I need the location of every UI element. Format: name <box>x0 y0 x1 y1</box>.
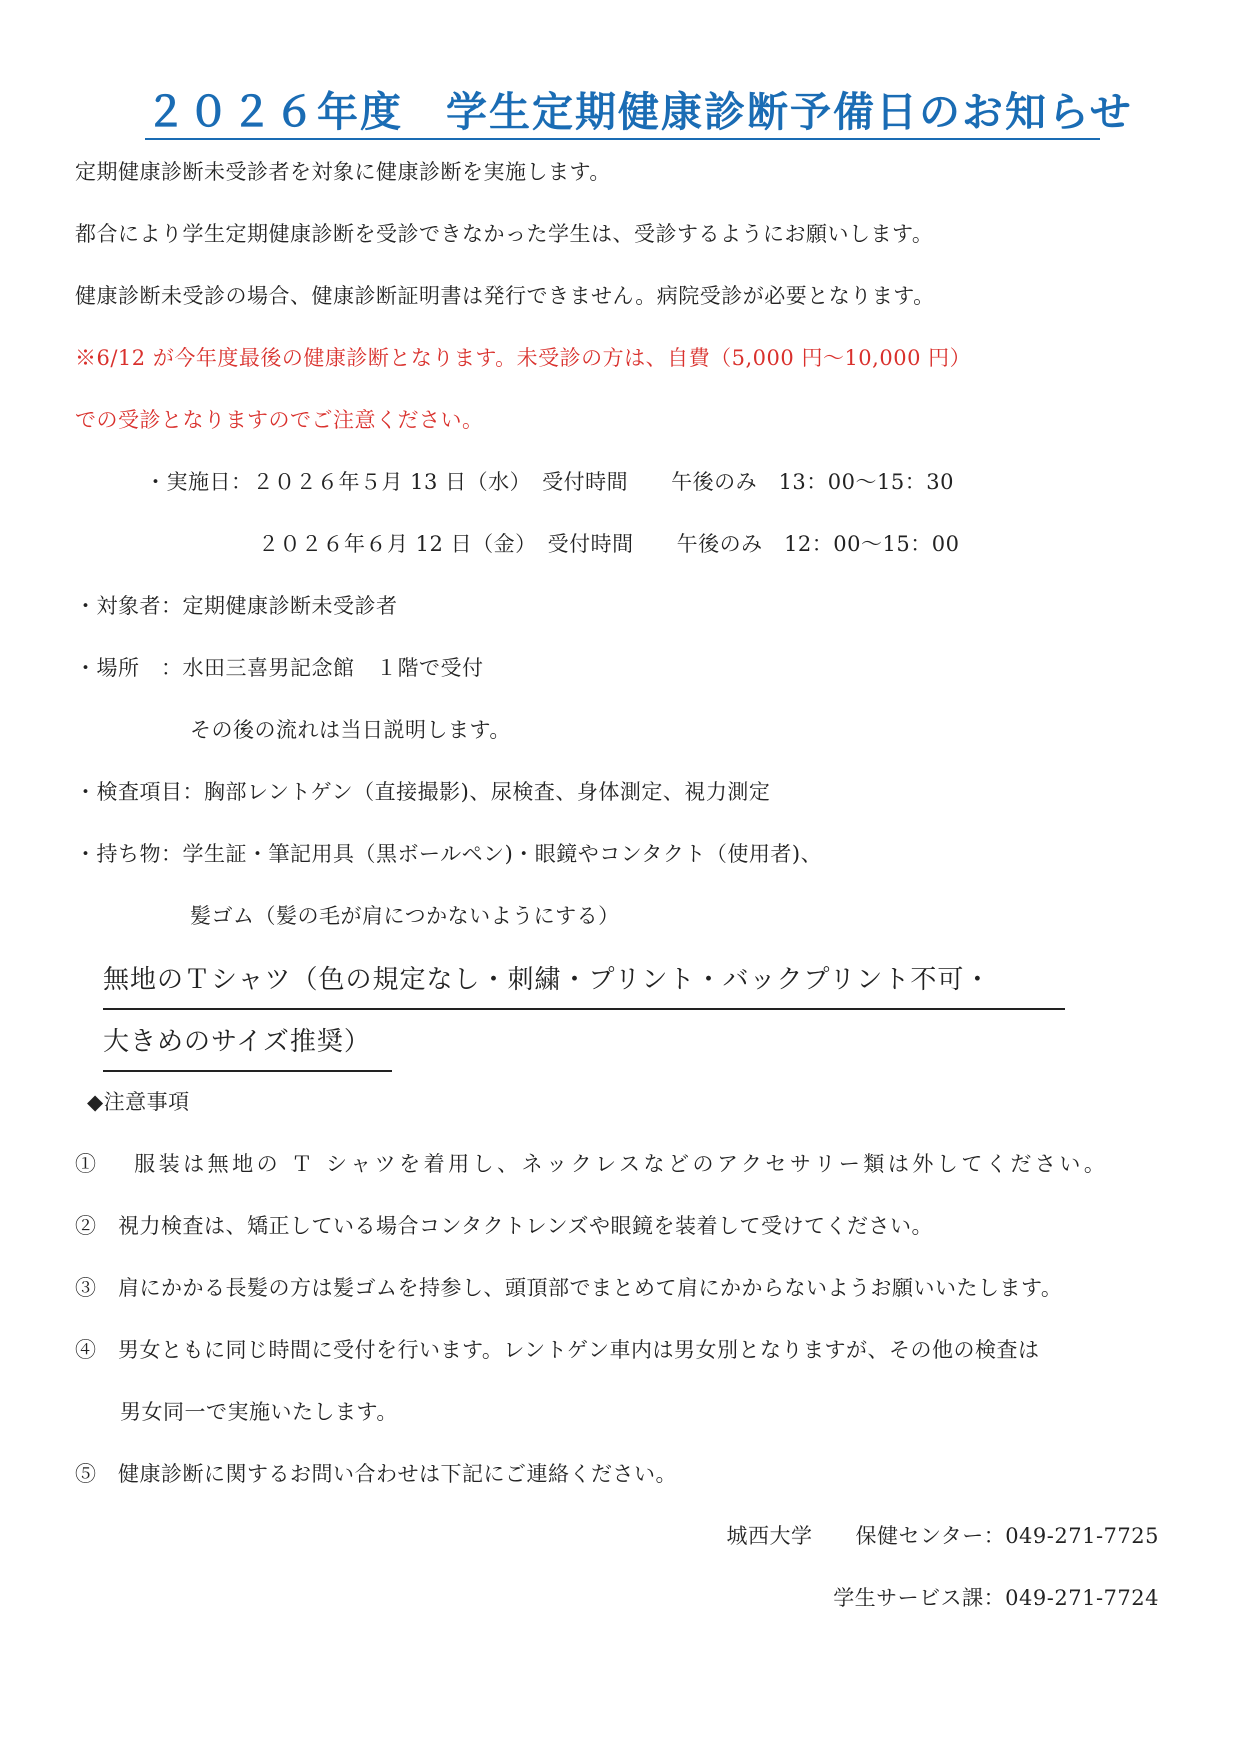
contact-health-center: 城西大学 保健センター：049-271-7725 <box>726 1524 1159 1548</box>
intro-line-3: 健康診断未受診の場合、健康診断証明書は発行できません。病院受診が必要となります。 <box>75 284 935 308</box>
intro-line-1: 定期健康診断未受診者を対象に健康診断を実施します。 <box>75 160 611 184</box>
intro-line-2: 都合により学生定期健康診断を受診できなかった学生は、受診するようにお願いします。 <box>75 222 934 246</box>
tshirt-underline-2 <box>103 1070 392 1072</box>
note-item-4-continued: 男女同一で実施いたします。 <box>120 1400 398 1424</box>
tshirt-underline-1 <box>103 1008 1065 1010</box>
exam-items-line: ・検査項目：胸部レントゲン（直接撮影)、尿検査、身体測定、視力測定 <box>75 780 771 804</box>
schedule-line-2: ２０２６年６月 12 日（金） 受付時間 午後のみ 12：00～15：00 <box>258 532 960 556</box>
belongings-line: ・持ち物：学生証・筆記用具（黒ボールペン)・眼鏡やコンタクト（使用者)、 <box>75 842 823 866</box>
note-item-4: ④ 男女ともに同じ時間に受付を行います。レントゲン車内は男女別となりますが、その他の検査は <box>75 1338 1040 1362</box>
note-item-1: ① 服装は無地の Ｔ シャツを着用し、ネックレスなどのアクセサリー類は外してください。 <box>75 1152 1109 1176</box>
place-note-line: その後の流れは当日説明します。 <box>190 718 511 742</box>
note-item-3: ③ 肩にかかる長髪の方は髪ゴムを持参し、頭頂部でまとめて肩にかからないようお願いいたします。 <box>75 1276 1063 1300</box>
belongings-continued-line: 髪ゴム（髪の毛が肩につかないようにする） <box>190 904 620 928</box>
note-item-2: ② 視力検査は、矯正している場合コンタクトレンズや眼鏡を装着して受けてください。 <box>75 1214 934 1238</box>
target-line: ・対象者：定期健康診断未受診者 <box>75 594 398 618</box>
note-item-5: ⑤ 健康診断に関するお問い合わせは下記にご連絡ください。 <box>75 1462 677 1486</box>
contact-student-services: 学生サービス課：049-271-7724 <box>833 1586 1159 1610</box>
schedule-line-1: ・実施日：２０２６年５月 13 日（水） 受付時間 午後のみ 13：00～15：30 <box>145 470 954 494</box>
notice-title: ２０２６年度 学生定期健康診断予備日のお知らせ <box>145 88 1133 136</box>
tshirt-line-1: 無地のＴシャツ（色の規定なし・刺繍・プリント・バックプリント不可・ <box>103 965 992 995</box>
title-underline <box>145 138 1100 140</box>
tshirt-line-2: 大きめのサイズ推奨） <box>103 1027 371 1057</box>
place-line: ・場所 ：水田三喜男記念館 １階で受付 <box>75 656 484 680</box>
warning-line-2: での受診となりますのでご注意ください。 <box>75 408 484 432</box>
warning-line-1: ※6/12 が今年度最後の健康診断となります。未受診の方は、自費（5,000 円～10,000 円） <box>75 346 972 370</box>
notes-heading: ◆注意事項 <box>87 1090 190 1114</box>
